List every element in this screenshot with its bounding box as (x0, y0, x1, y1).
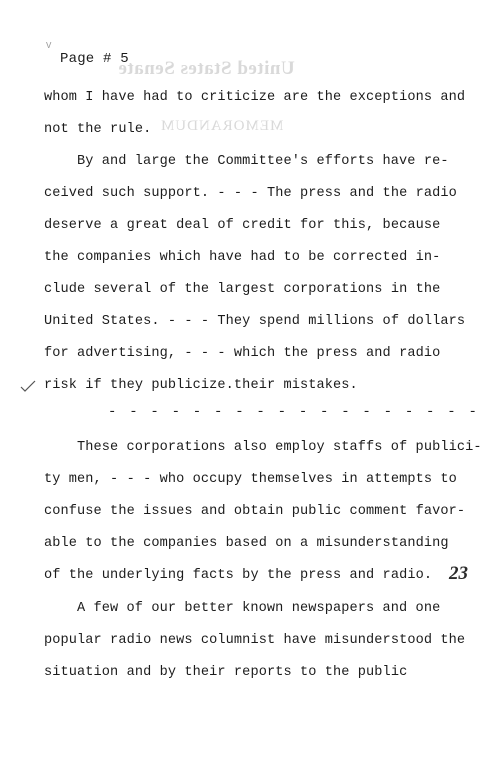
page-header: Page # 5 (60, 51, 129, 67)
body-line-3: By and large the Committee's efforts have re- (77, 154, 449, 169)
body-line-14: able to the companies based on a misunderstanding (44, 536, 449, 551)
section-separator: - - - - - - - - - - - - - - - - - - (108, 404, 480, 420)
body-line-2: not the rule. (44, 122, 152, 137)
body-line-9: for advertising, - - - which the press and radio (44, 346, 441, 361)
watermark-title: United States Senate (118, 58, 295, 79)
body-line-16: A few of our better known newspapers and one (77, 601, 441, 616)
body-line-10: risk if they publicize.their mistakes. (44, 378, 358, 393)
body-line-7: clude several of the largest corporations in the (44, 282, 441, 297)
check-mark-icon (20, 380, 36, 392)
body-line-8: United States. - - - They spend millions of dollars (44, 314, 466, 329)
body-line-1: whom I have had to criticize are the exceptions and (44, 90, 466, 105)
body-line-17: popular radio news columnist have misunderstood the (44, 633, 466, 648)
handwritten-page-number: 23 (449, 563, 468, 584)
body-line-12: ty men, - - - who occupy themselves in attempts to (44, 472, 457, 487)
body-line-11: These corporations also employ staffs of publici- (77, 440, 482, 455)
corner-mark: V (46, 41, 52, 51)
body-line-5: deserve a great deal of credit for this, because (44, 218, 441, 233)
body-line-13: confuse the issues and obtain public comment favor- (44, 504, 466, 519)
body-line-15: of the underlying facts by the press and radio. (44, 568, 433, 583)
body-line-6: the companies which have had to be corrected in- (44, 250, 441, 265)
watermark-subtitle: MEMORANDUM (160, 118, 284, 134)
body-line-4: ceived such support. - - - The press and the radio (44, 186, 457, 201)
body-line-18: situation and by their reports to the public (44, 665, 408, 680)
